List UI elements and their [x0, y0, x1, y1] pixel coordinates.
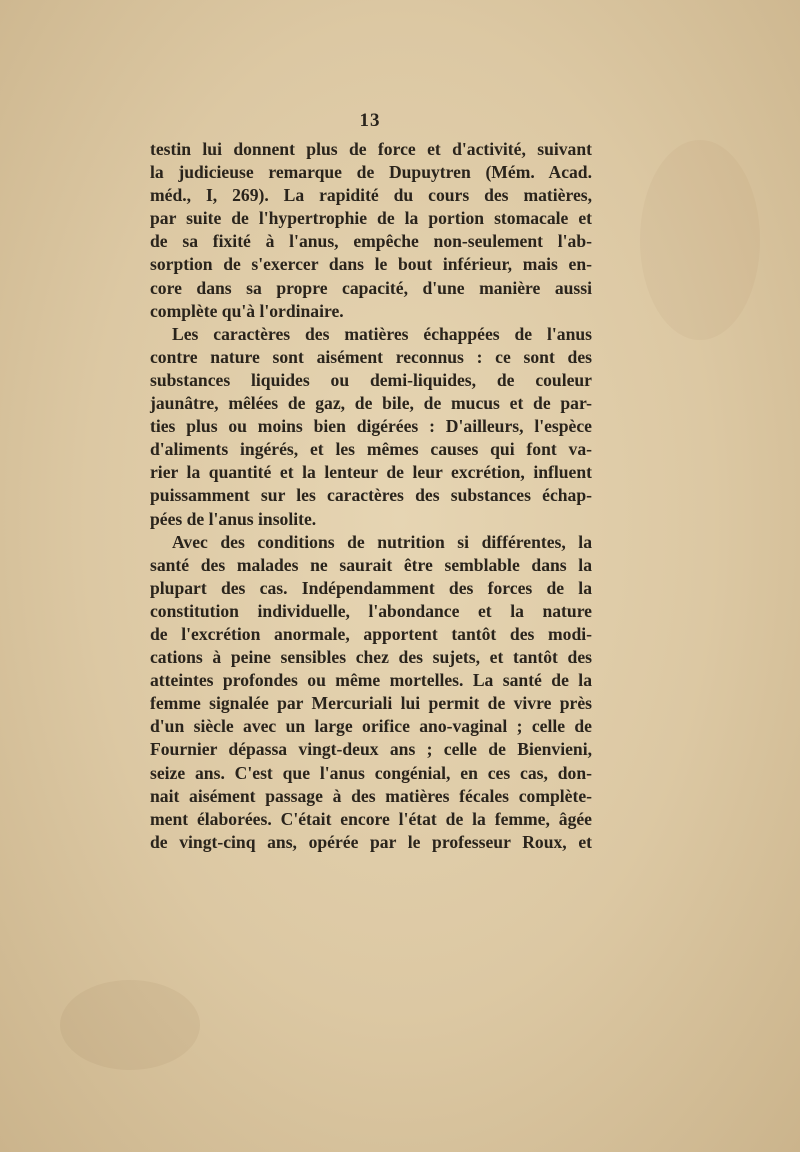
- text-line: cations à peine sensibles chez des sujets, et tantôt des: [150, 647, 592, 668]
- text-line: santé des malades ne saurait être semblable dans la: [150, 554, 592, 575]
- text-line: par suite de l'hypertrophie de la portion stomacale et: [150, 208, 592, 229]
- text-line: core dans sa propre capacité, d'une manière aussi: [150, 277, 592, 298]
- text-line: complète qu'à l'ordinaire.: [150, 300, 344, 321]
- text-line: seize ans. C'est que l'anus congénial, en ces cas, don-: [150, 762, 592, 783]
- text-line: Avec des conditions de nutrition si différentes, la: [172, 531, 592, 552]
- text-line: la judicieuse remarque de Dupuytren (Mém. Acad.: [150, 162, 592, 183]
- text-line: Fournier dépassa vingt-deux ans ; celle de Bienvieni,: [150, 739, 592, 760]
- text-line: constitution individuelle, l'abondance et la nature: [150, 600, 592, 621]
- text-line: atteintes profondes ou même mortelles. La santé de la: [150, 670, 592, 691]
- text-line: plupart des cas. Indépendamment des forces de la: [150, 577, 592, 598]
- text-line: méd., I, 269). La rapidité du cours des matières,: [150, 185, 592, 206]
- text-line: de vingt-cinq ans, opérée par le professeur Roux, et: [150, 831, 592, 852]
- text-line: pées de l'anus insolite.: [150, 508, 317, 529]
- text-line: jaunâtre, mêlées de gaz, de bile, de mucus et de par-: [150, 393, 592, 414]
- text-line: sorption de s'exercer dans le bout inférieur, mais en-: [150, 254, 592, 275]
- text-line: ment élaborées. C'était encore l'état de la femme, âgée: [150, 808, 592, 829]
- text-line: nait aisément passage à des matières fécales complète-: [150, 785, 592, 806]
- text-line: contre nature sont aisément reconnus : ce sont des: [150, 346, 592, 367]
- text-line: Les caractères des matières échappées de l'anus: [172, 323, 592, 344]
- text-line: rier la quantité et la lenteur de leur excrétion, influent: [150, 462, 592, 483]
- text-line: puissamment sur les caractères des substances échap-: [150, 485, 592, 506]
- text-line: d'un siècle avec un large orifice ano-vaginal ; celle de: [150, 716, 592, 737]
- text-line: femme signalée par Mercuriali lui permit de vivre près: [150, 693, 592, 714]
- page-number: 13: [359, 110, 381, 131]
- body-text: [150, 138, 592, 854]
- paper-stain: [60, 980, 200, 1070]
- text-line: de l'excrétion anormale, apportent tantôt des modi-: [150, 623, 592, 644]
- text-line: de sa fixité à l'anus, empêche non-seulement l'ab-: [150, 231, 592, 252]
- text-line: d'aliments ingérés, et les mêmes causes qui font va-: [150, 439, 592, 460]
- text-line: ties plus ou moins bien digérées : D'ailleurs, l'espèce: [150, 416, 592, 437]
- paper-stain: [640, 140, 760, 340]
- text-line: testin lui donnent plus de force et d'activité, suivant: [150, 139, 592, 159]
- text-line: substances liquides ou demi-liquides, de couleur: [150, 369, 592, 390]
